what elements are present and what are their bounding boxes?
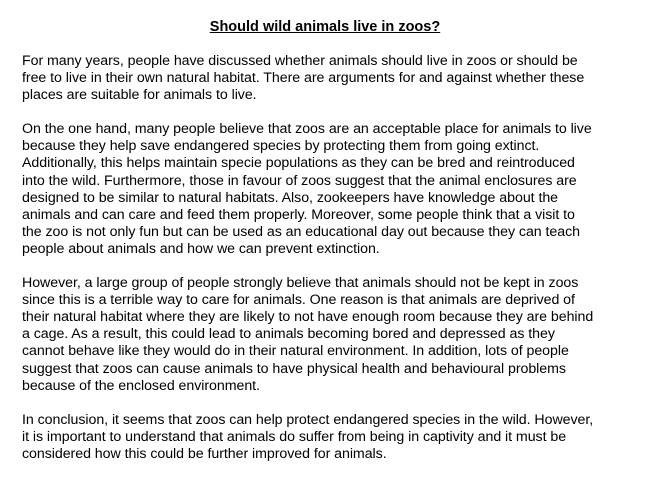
text-line: In conclusion, it seems that zoos can help protect endangered species in the wild. However, [22,411,594,428]
document-page [22,18,628,480]
text-line: considered how this could be further improved for animals. [22,445,387,462]
text-line: However, a large group of people strongly believe that animals should not be kept in zoos [22,275,579,292]
text-line: free to live in their own natural habitat. There are arguments for and against whether these [22,70,585,87]
text-line: because they help save endangered species by protecting them from going extinct. [22,138,540,155]
text-line: because of the enclosed environment. [22,377,260,394]
text-line: animals and can care and feed them properly. Moreover, some people think that a visit to [22,206,575,223]
paragraph-conclusion [22,412,628,463]
text-line: their natural habitat where they are likely to not have enough room because they are behind [22,309,594,326]
text-line: people about animals and how we can prevent extinction. [22,240,380,257]
text-line: On the one hand, many people believe that zoos are an acceptable place for animals to live [22,121,592,138]
paragraph-arguments-for [22,121,628,258]
text-line: Additionally, this helps maintain specie populations as they can be bred and reintroduced [22,155,575,172]
text-line: places are suitable for animals to live. [22,87,257,104]
paragraph-introduction [22,53,628,104]
text-line: designed to be similar to natural habitats. Also, zookeepers have knowledge about the [22,189,559,206]
text-line: it is important to understand that animals do suffer from being in captivity and it must be [22,428,567,445]
text-line: cannot behave like they would do in their natural environment. In addition, lots of people [22,343,569,360]
text-line: For many years, people have discussed whether animals should live in zoos or should be [22,53,578,69]
paragraph-arguments-against [22,275,628,395]
document-title: Should wild animals live in zoos? [209,19,441,35]
text-line: suggest that zoos can cause animals to have physical health and behavioural problems [22,360,566,377]
text-line: the zoo is not only fun but can be used as an educational day out because they can teach [22,223,580,240]
text-line: into the wild. Furthermore, those in favour of zoos suggest that the animal enclosures are [22,172,577,189]
text-line: a cage. As a result, this could lead to animals becoming bored and depressed as they [22,326,555,343]
text-line: since this is a terrible way to care for animals. One reason is that animals are deprived of [22,292,575,309]
